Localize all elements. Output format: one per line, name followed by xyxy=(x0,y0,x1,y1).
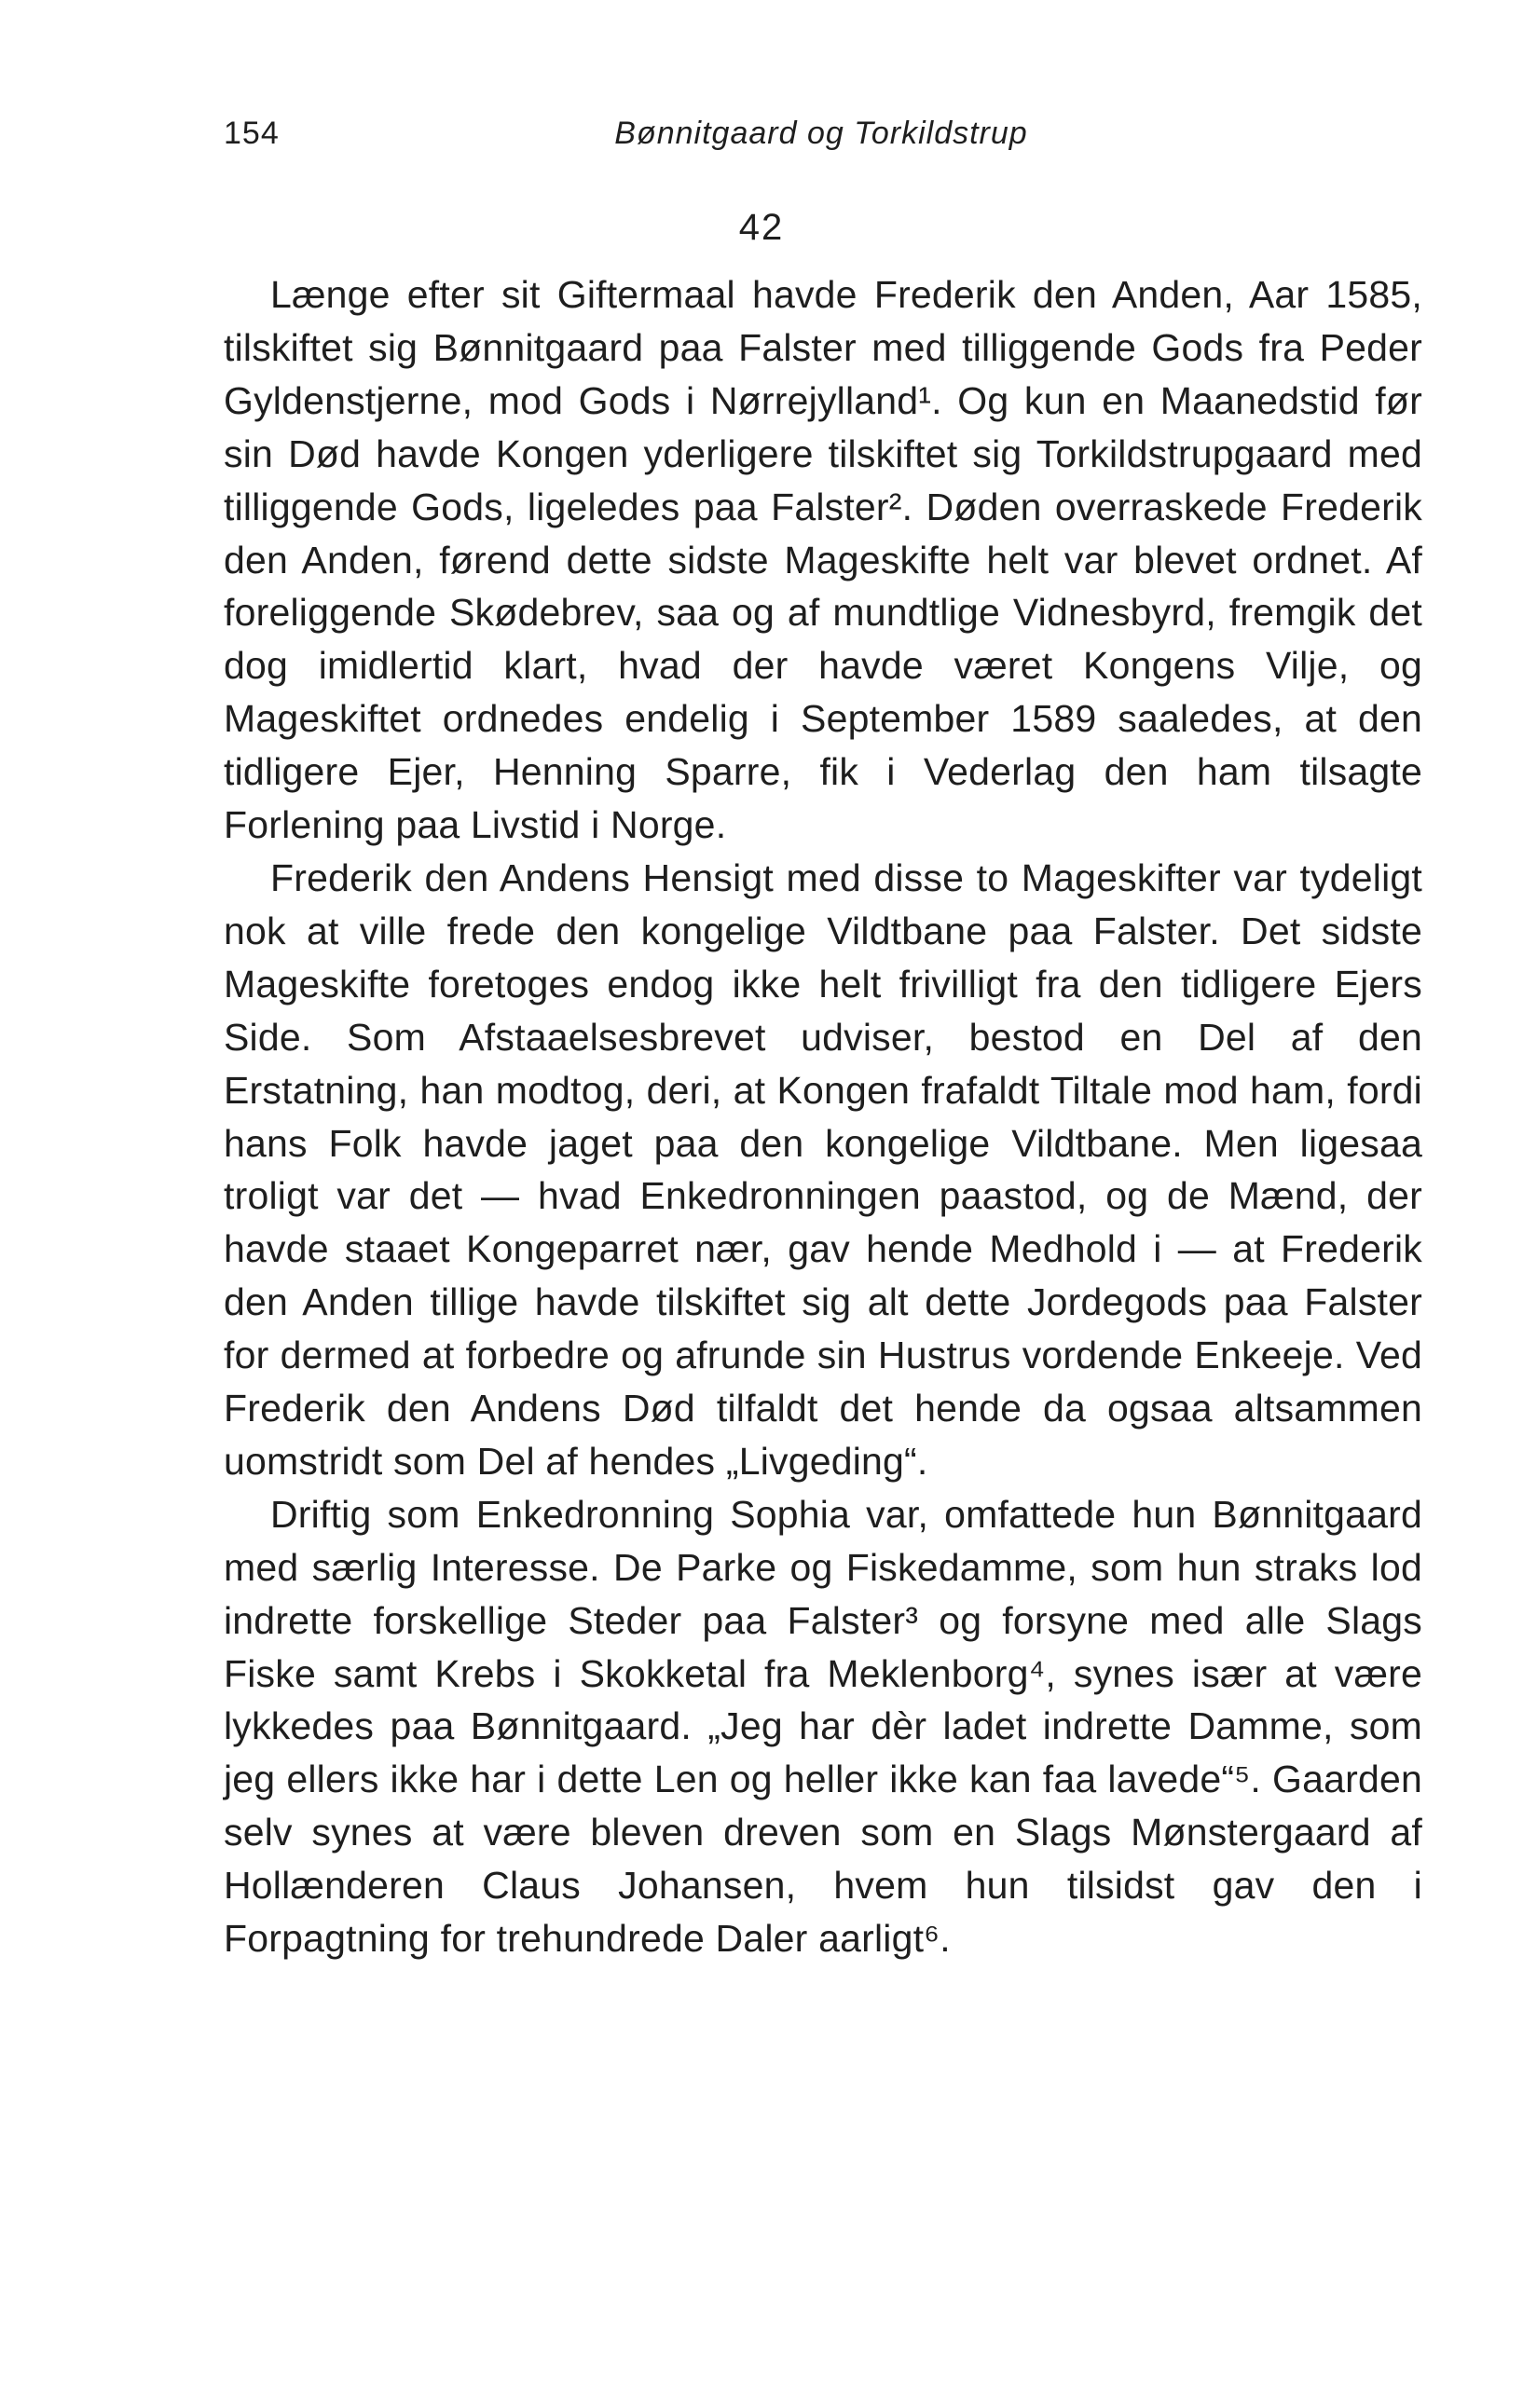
section-number: 42 xyxy=(738,207,785,248)
paragraph-3: Driftig som Enkedronning Sophia var, omfattede hun Bønnitgaard med særlig Interesse. De Parke og Fiskedamme, som hun straks lod indrette forskellige Steder paa Falster³ og forsyne med alle Slags Fiske samt Krebs i Skokketal fra Meklenborg⁴, synes især at være lykkedes paa Bønnitgaard. „Jeg har dèr ladet indrette Damme, som jeg ellers ikke har i dette Len og heller ikke kan faa lavede“⁵. Gaarden selv synes at være bleven dreven som en Slags Mønstergaard af Hollænderen Claus Johansen, hvem hun tilsidst gav den i Forpagtning for trehundrede Daler aarligt⁶. xyxy=(224,1492,1422,1961)
paragraph-2: Frederik den Andens Hensigt med disse to Mageskifter var tydeligt nok at ville frede den kongelige Vildtbane paa Falster. Det sidste Mageskifte foretoges endog ikke helt frivilligt fra den tidligere Ejers Side. Som Afstaaelsesbrevet udviser, bestod en Del af den Erstatning, han modtog, deri, at Kongen frafaldt Tiltale mod ham, fordi hans Folk havde jaget paa den kongelige Vildtbane. Men ligesaa troligt var det — hvad Enkedronningen paastod, og de Mænd, der havde staaet Kongeparret nær, gav hende Medhold i — at Frederik den Anden tillige havde tilskiftet sig alt dette Jordegods paa Falster for dermed at forbedre og afrunde sin Hustrus vordende Enkeeje. Ved Frederik den Andens Død tilfaldt det hende da ogsaa altsammen uomstridt som Del af hendes „Livgeding“. xyxy=(224,855,1422,1483)
paragraph-1: Længe efter sit Giftermaal havde Frederik den Anden, Aar 1585, tilskiftet sig Bønnitgaard paa Falster med tilliggende Gods fra Peder Gyldenstjerne, mod Gods i Nørrejylland¹. Og kun en Maanedstid før sin Død havde Kongen yderligere tilskiftet sig Torkildstrupgaard med tilliggende Gods, ligeledes paa Falster². Døden overraskede Frederik den Anden, førend dette sidste Mageskifte helt var blevet ordnet. Af foreliggende Skødebrev, saa og af mundtlige Vidnesbyrd, fremgik det dog imidlertid klart, hvad der havde været Kongens Vilje, og Mageskiftet ordnedes endelig i September 1589 saaledes, at den tidligere Ejer, Henning Sparre, fik i Vederlag den ham tilsagte Forlening paa Livstid i Norge. xyxy=(224,273,1422,847)
running-head xyxy=(224,116,1419,162)
body-text xyxy=(224,268,1422,1965)
running-title: Bønnitgaard og Torkildstrup xyxy=(614,116,1028,151)
page-number: 154 xyxy=(224,116,280,151)
